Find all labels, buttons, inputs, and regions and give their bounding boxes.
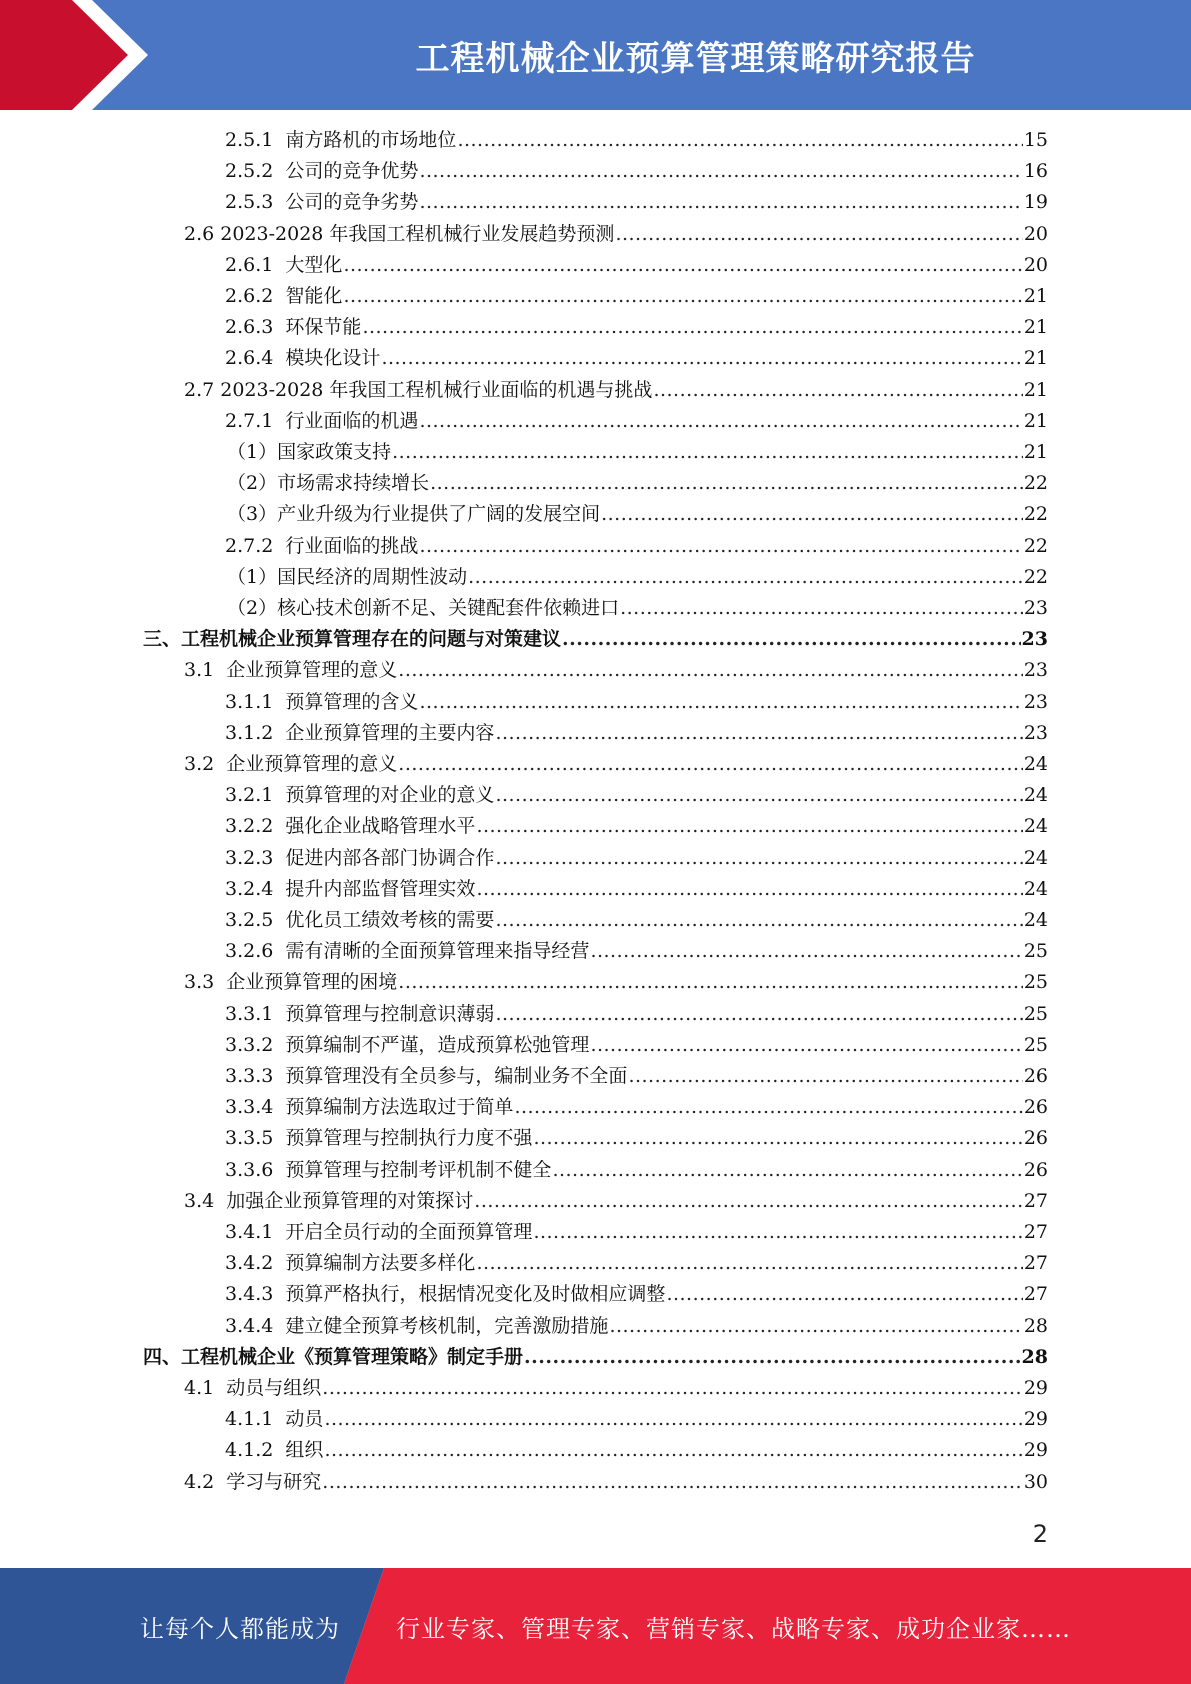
toc-entry[interactable]	[225, 844, 1048, 872]
toc-entry-label: 3.3 企业预算管理的困境	[184, 971, 398, 994]
toc-leader-dots	[533, 1124, 1022, 1152]
toc-entry-page: 24	[1023, 909, 1048, 931]
toc-entry-page: 28	[1021, 1345, 1048, 1368]
toc-entry[interactable]	[143, 625, 1048, 653]
toc-entry-page: 26	[1023, 1096, 1048, 1119]
toc-leader-dots	[562, 625, 1021, 653]
toc-entry-label: 3.4.3 预算严格执行，根据情况变化及时做相应调整	[225, 1283, 666, 1306]
toc-entry-label: 2.6 2023-2028 年我国工程机械行业发展趋势预测	[184, 222, 615, 245]
toc-entry-page: 19	[1023, 191, 1048, 214]
toc-entry-label: 4.1.1 动员	[225, 1408, 324, 1431]
toc-entry-label: 3.3.4 预算编制方法选取过于简单	[225, 1096, 514, 1119]
toc-leader-dots	[495, 906, 1022, 934]
toc-entry-label: 3.3.5 预算管理与控制执行力度不强	[225, 1127, 533, 1150]
toc-entry-page: 23	[1023, 597, 1048, 619]
toc-entry[interactable]	[184, 968, 1048, 996]
toc-leader-dots	[476, 875, 1022, 903]
toc-entry-label: 3.4.2 预算编制方法要多样化	[225, 1252, 476, 1275]
toc-entry-page: 25	[1023, 940, 1048, 963]
toc-leader-dots	[495, 781, 1022, 809]
toc-entry-page: 16	[1023, 160, 1048, 183]
toc-entry-page: 22	[1023, 503, 1048, 526]
toc-entry-page: 21	[1023, 285, 1048, 307]
toc-entry-page: 29	[1023, 1439, 1048, 1462]
toc-leader-dots	[476, 812, 1022, 840]
toc-entry-page: 22	[1023, 565, 1048, 588]
toc-leader-dots	[609, 1312, 1022, 1340]
toc-entry-page: 27	[1023, 1221, 1048, 1243]
page-number: 2	[1032, 1520, 1048, 1548]
toc-entry-label: 2.5.3 公司的竞争劣势	[225, 191, 419, 214]
toc-entry[interactable]	[225, 344, 1048, 372]
toc-entry-label: 3.2.5 优化员工绩效考核的需要	[225, 909, 495, 931]
toc-entry-page: 26	[1023, 1065, 1048, 1087]
toc-entry-page: 29	[1023, 1377, 1048, 1399]
toc-entry-label: 2.7.2 行业面临的挑战	[225, 534, 419, 557]
toc-entry-label: 2.6.2 智能化	[225, 285, 343, 307]
toc-entry-label: 三、工程机械企业预算管理存在的问题与对策建议	[143, 628, 562, 651]
toc-leader-dots	[653, 376, 1022, 404]
toc-leader-dots	[514, 1093, 1022, 1121]
toc-entry-page: 24	[1023, 753, 1048, 775]
toc-entry-page: 23	[1021, 628, 1048, 651]
toc-entry[interactable]	[184, 220, 1048, 248]
toc-entry-label: 2.5.2 公司的竞争优势	[225, 160, 419, 183]
toc-entry-label: 3.1.1 预算管理的含义	[225, 690, 419, 713]
toc-entry[interactable]	[225, 875, 1048, 903]
toc-entry[interactable]	[225, 781, 1048, 809]
toc-leader-dots	[398, 750, 1023, 778]
toc-leader-dots	[419, 407, 1022, 435]
toc-leader-dots	[398, 968, 1023, 996]
toc-leader-dots	[322, 1374, 1023, 1402]
toc-leader-dots	[324, 1405, 1022, 1433]
toc-entry[interactable]	[225, 1436, 1048, 1464]
toc-entry[interactable]	[225, 1062, 1048, 1090]
footer-slogan-left: 让每个人都能成为	[140, 1614, 340, 1643]
toc-entry-page: 21	[1023, 409, 1048, 432]
toc-entry[interactable]	[225, 1280, 1048, 1308]
toc-entry-label: 3.3.2 预算编制不严谨，造成预算松弛管理	[225, 1033, 590, 1056]
toc-entry[interactable]	[184, 1468, 1048, 1496]
toc-entry[interactable]	[225, 1124, 1048, 1152]
toc-leader-dots	[362, 313, 1022, 341]
toc-entry[interactable]	[225, 282, 1048, 310]
toc-entry-page: 21	[1023, 378, 1048, 401]
toc-leader-dots	[533, 1218, 1022, 1246]
toc-leader-dots	[324, 1436, 1022, 1464]
toc-entry[interactable]	[225, 906, 1048, 934]
toc-entry-page: 22	[1023, 534, 1048, 557]
toc-entry-label: 3.2.6 需有清晰的全面预算管理来指导经营	[225, 940, 590, 963]
page-header	[0, 0, 1191, 110]
toc-entry-label: 2.7.1 行业面临的机遇	[225, 409, 419, 432]
toc-entry[interactable]	[225, 126, 1048, 154]
toc-entry-label: （3）产业升级为行业提供了广阔的发展空间	[227, 503, 601, 526]
toc-leader-dots	[419, 532, 1022, 560]
toc-entry-label: （1）国民经济的周期性波动	[227, 565, 468, 588]
toc-entry-label: 2.6.4 模块化设计	[225, 347, 381, 370]
toc-entry-label: 2.5.1 南方路机的市场地位	[225, 129, 457, 151]
toc-leader-dots	[590, 937, 1022, 965]
toc-entry-page: 27	[1023, 1189, 1048, 1212]
toc-entry-label: 3.4.1 开启全员行动的全面预算管理	[225, 1221, 533, 1243]
toc-entry-label: （1）国家政策支持	[227, 441, 392, 463]
toc-entry[interactable]	[184, 376, 1048, 404]
toc-leader-dots	[457, 126, 1022, 154]
toc-entry-label: 3.4.4 建立健全预算考核机制，完善激励措施	[225, 1314, 609, 1337]
toc-entry[interactable]	[225, 157, 1048, 185]
toc-leader-dots	[666, 1280, 1022, 1308]
toc-leader-dots	[476, 1249, 1022, 1277]
toc-leader-dots	[620, 594, 1023, 622]
toc-entry-label: 4.2 学习与研究	[184, 1470, 322, 1493]
toc-entry-page: 15	[1023, 129, 1048, 151]
toc-entry-page: 23	[1023, 659, 1048, 682]
toc-entry-page: 23	[1023, 690, 1048, 713]
toc-entry[interactable]	[225, 1405, 1048, 1433]
toc-entry-label: 3.2.4 提升内部监督管理实效	[225, 877, 476, 900]
toc-entry[interactable]	[184, 750, 1048, 778]
toc-leader-dots	[628, 1062, 1022, 1090]
toc-entry-page: 28	[1023, 1314, 1048, 1337]
toc-entry-page: 24	[1023, 815, 1048, 838]
toc-leader-dots	[381, 344, 1022, 372]
toc-entry[interactable]	[225, 812, 1048, 840]
toc-entry[interactable]	[225, 1249, 1048, 1277]
toc-leader-dots	[468, 563, 1023, 591]
toc-leader-dots	[398, 656, 1023, 684]
toc-entry[interactable]	[225, 188, 1048, 216]
toc-entry-label: 4.1.2 组织	[225, 1439, 324, 1462]
footer-slogan-right: 行业专家、管理专家、营销专家、战略专家、成功企业家……	[396, 1614, 1071, 1643]
toc-entry[interactable]	[184, 1187, 1048, 1215]
page-footer	[0, 1568, 1191, 1684]
toc-entry[interactable]	[184, 656, 1048, 684]
toc-entry[interactable]	[225, 1093, 1048, 1121]
toc-entry[interactable]	[184, 1374, 1048, 1402]
toc-entry-label: 3.2.3 促进内部各部门协调合作	[225, 846, 495, 869]
toc-entry[interactable]	[225, 688, 1048, 716]
toc-entry[interactable]	[227, 438, 1048, 466]
toc-entry[interactable]	[225, 251, 1048, 279]
toc-entry[interactable]	[227, 469, 1048, 497]
toc-leader-dots	[615, 220, 1022, 248]
toc-entry-page: 24	[1023, 877, 1048, 900]
toc-leader-dots	[392, 438, 1023, 466]
toc-entry-page: 30	[1023, 1470, 1048, 1493]
toc-entry-label: 3.3.6 预算管理与控制考评机制不健全	[225, 1158, 552, 1181]
toc-leader-dots	[343, 251, 1022, 279]
toc-entry[interactable]	[225, 1218, 1048, 1246]
toc-entry-label: 4.1 动员与组织	[184, 1377, 322, 1399]
toc-entry-page: 27	[1023, 1283, 1048, 1306]
toc-leader-dots	[495, 719, 1022, 747]
toc-leader-dots	[419, 157, 1022, 185]
toc-leader-dots	[430, 469, 1023, 497]
toc-leader-dots	[419, 688, 1022, 716]
toc-entry-label: 3.3.3 预算管理没有全员参与，编制业务不全面	[225, 1065, 628, 1087]
toc-leader-dots	[495, 844, 1022, 872]
toc-leader-dots	[419, 188, 1022, 216]
toc-entry-page: 29	[1023, 1408, 1048, 1431]
toc-entry-page: 25	[1023, 1033, 1048, 1056]
toc-entry[interactable]	[225, 937, 1048, 965]
toc-entry-label: 3.1 企业预算管理的意义	[184, 659, 398, 682]
toc-entry[interactable]	[227, 500, 1048, 528]
toc-entry[interactable]	[225, 407, 1048, 435]
toc-leader-dots	[524, 1343, 1021, 1371]
toc-entry-page: 22	[1023, 472, 1048, 495]
toc-entry-page: 24	[1023, 784, 1048, 807]
toc-leader-dots	[552, 1156, 1022, 1184]
toc-entry[interactable]	[225, 1000, 1048, 1028]
toc-entry-label: 3.1.2 企业预算管理的主要内容	[225, 721, 495, 744]
toc-entry-page: 26	[1023, 1158, 1048, 1181]
toc-entry-label: 3.2 企业预算管理的意义	[184, 753, 398, 775]
toc-entry-page: 26	[1023, 1127, 1048, 1150]
document-title: 工程机械企业预算管理策略研究报告	[415, 38, 976, 79]
toc-leader-dots	[590, 1031, 1022, 1059]
toc-entry-page: 21	[1023, 441, 1048, 463]
toc-entry[interactable]	[227, 563, 1048, 591]
toc-leader-dots	[474, 1187, 1023, 1215]
toc-entry[interactable]	[225, 1156, 1048, 1184]
toc-entry-label: 3.4 加强企业预算管理的对策探讨	[184, 1189, 474, 1212]
toc-entry-label: 3.3.1 预算管理与控制意识薄弱	[225, 1002, 495, 1025]
toc-entry-page: 20	[1023, 222, 1048, 245]
toc-leader-dots	[322, 1468, 1023, 1496]
toc-leader-dots	[343, 282, 1022, 310]
toc-entry-label: （2）核心技术创新不足、关键配套件依赖进口	[227, 597, 620, 619]
toc-entry-page: 27	[1023, 1252, 1048, 1275]
toc-leader-dots	[601, 500, 1023, 528]
toc-entry[interactable]	[225, 532, 1048, 560]
toc-entry[interactable]	[225, 1312, 1048, 1340]
toc-entry-label: 3.2.1 预算管理的对企业的意义	[225, 784, 495, 807]
toc-entry-page: 20	[1023, 253, 1048, 276]
toc-entry-page: 21	[1023, 316, 1048, 339]
toc-entry-label: 3.2.2 强化企业战略管理水平	[225, 815, 476, 838]
toc-entry-label: 2.7 2023-2028 年我国工程机械行业面临的机遇与挑战	[184, 378, 653, 401]
toc-entry-label: 2.6.1 大型化	[225, 253, 343, 276]
toc-leader-dots	[495, 1000, 1022, 1028]
toc-entry-label: 2.6.3 环保节能	[225, 316, 362, 339]
toc-entry[interactable]	[225, 1031, 1048, 1059]
toc-entry-page: 25	[1023, 971, 1048, 994]
toc-entry[interactable]	[225, 719, 1048, 747]
toc-entry[interactable]	[227, 594, 1048, 622]
toc-entry-label: 四、工程机械企业《预算管理策略》制定手册	[143, 1345, 524, 1368]
toc-entry-page: 21	[1023, 347, 1048, 370]
toc-entry[interactable]	[225, 313, 1048, 341]
toc-entry-page: 24	[1023, 846, 1048, 869]
toc-entry-label: （2）市场需求持续增长	[227, 472, 430, 495]
toc-entry[interactable]	[143, 1343, 1048, 1371]
toc-entry-page: 25	[1023, 1002, 1048, 1025]
toc-entry-page: 23	[1023, 721, 1048, 744]
